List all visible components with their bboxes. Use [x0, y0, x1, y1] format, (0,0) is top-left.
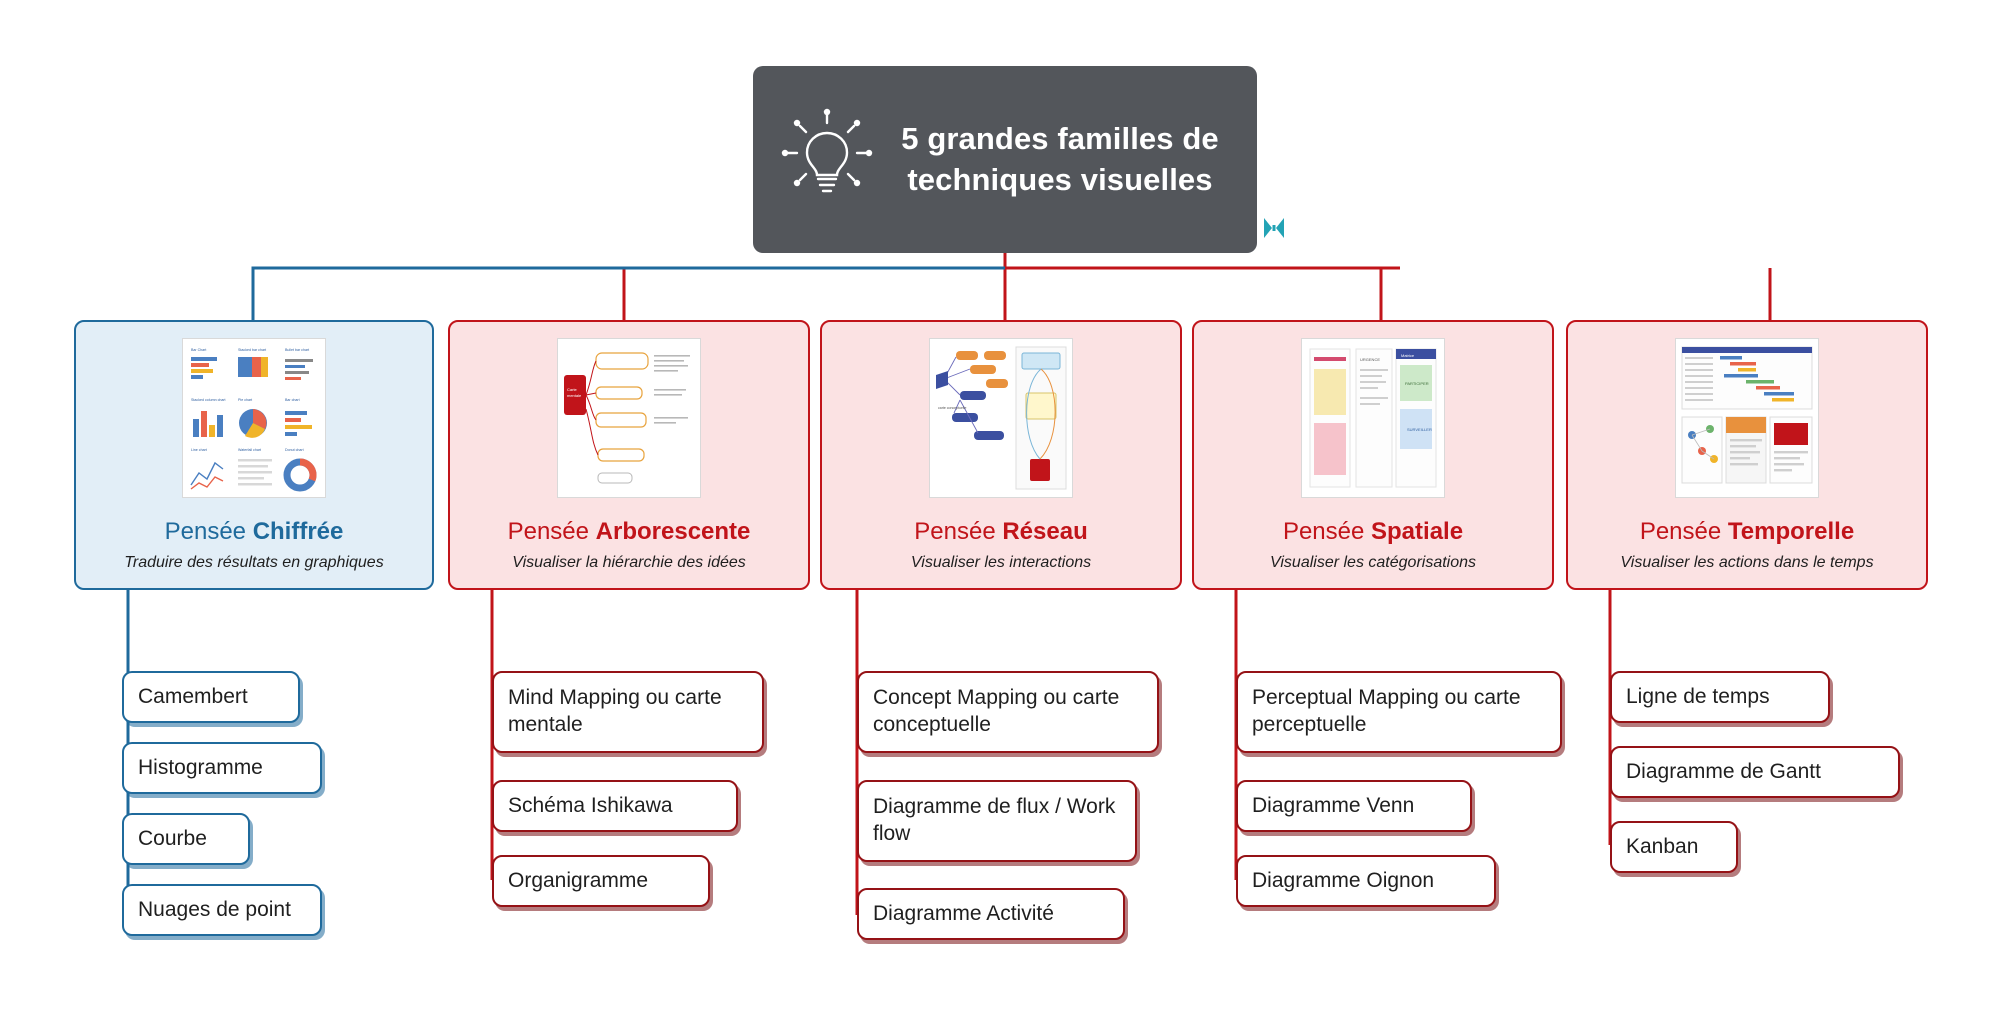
svg-text:URGENCE: URGENCE: [1360, 357, 1381, 362]
leaf-diagramme-oignon[interactable]: [1236, 855, 1496, 907]
leaf-concept-mapping[interactable]: [857, 671, 1159, 753]
leaf-nuages-de-point[interactable]: [122, 884, 322, 936]
root-node[interactable]: [753, 66, 1257, 253]
family-card-arborescente[interactable]: [448, 320, 810, 590]
svg-text:Matrice: Matrice: [1401, 353, 1415, 358]
leaf-label: Diagramme de Gantt: [1626, 759, 1821, 783]
charts-grid-thumbnail: [182, 338, 326, 498]
leaf-label: Courbe: [138, 826, 207, 850]
svg-text:Carte: Carte: [567, 387, 577, 392]
svg-text:Line chart: Line chart: [191, 448, 207, 452]
leaf-label: Perceptual Mapping ou carte perceptuelle: [1252, 686, 1521, 736]
leaf-schema-ishikawa[interactable]: [492, 780, 738, 832]
family-subtitle-temporelle: Visualiser les actions dans le temps: [1620, 554, 1874, 571]
family-label-prefix: Pensée: [507, 518, 596, 545]
family-label-strong: Spatiale: [1371, 518, 1464, 545]
family-label-temporelle: [1568, 518, 1926, 546]
leaf-label: Organigramme: [508, 868, 649, 892]
mindmap-thumbnail: [557, 338, 701, 498]
svg-text:Pie chart: Pie chart: [238, 398, 253, 402]
leaf-kanban[interactable]: [1610, 821, 1738, 873]
leaf-mind-mapping[interactable]: [492, 671, 764, 753]
family-card-spatiale[interactable]: [1192, 320, 1554, 590]
svg-text:Bar chart: Bar chart: [285, 398, 300, 402]
svg-text:Stacked column chart: Stacked column chart: [191, 398, 226, 402]
family-label-strong: Arborescente: [595, 518, 751, 545]
leaf-label: Diagramme Activité: [873, 901, 1054, 925]
svg-text:Waterfall chart: Waterfall chart: [238, 448, 262, 452]
leaf-label: Diagramme de flux / Work flow: [873, 795, 1116, 845]
leaf-camembert[interactable]: [122, 671, 300, 723]
svg-text:Bullet bar chart: Bullet bar chart: [285, 348, 310, 352]
leaf-label: Schéma Ishikawa: [508, 793, 673, 817]
leaf-perceptual-mapping[interactable]: [1236, 671, 1562, 753]
leaf-organigramme[interactable]: [492, 855, 710, 907]
leaf-label: Mind Mapping ou carte mentale: [508, 686, 722, 736]
family-card-reseau[interactable]: [820, 320, 1182, 590]
leaf-label: Histogramme: [138, 755, 263, 779]
leaf-label: Kanban: [1626, 834, 1699, 858]
leaf-histogramme[interactable]: [122, 742, 322, 794]
svg-text:mentale: mentale: [567, 393, 582, 398]
family-subtitle-reseau: Visualiser les interactions: [910, 554, 1092, 571]
leaf-diagramme-venn[interactable]: [1236, 780, 1472, 832]
svg-text:Bar Chart: Bar Chart: [191, 348, 207, 352]
family-label-reseau: [822, 518, 1180, 546]
family-label-prefix: Pensée: [1639, 518, 1728, 545]
family-label-prefix: Pensée: [164, 518, 253, 545]
family-subtitle-chiffree: Traduire des résultats en graphiques: [124, 554, 384, 571]
svg-text:Donut chart: Donut chart: [285, 448, 304, 452]
family-label-spatiale: [1194, 518, 1552, 546]
family-label-prefix: Pensée: [914, 518, 1003, 545]
root-title: 5 grandes familles de techniques visuelles: [901, 121, 1219, 197]
leaf-diagramme-de-gantt[interactable]: [1610, 746, 1900, 798]
network-diagram-thumbnail: [929, 338, 1073, 498]
svg-text:SURVEILLER: SURVEILLER: [1407, 427, 1432, 432]
family-subtitle-spatiale: Visualiser les catégorisations: [1269, 554, 1477, 571]
family-subtitle-arborescente: Visualiser la hiérarchie des idées: [512, 554, 746, 571]
leaf-diagramme-de-flux[interactable]: [857, 780, 1137, 862]
leaf-label: Nuages de point: [138, 897, 291, 921]
leaf-label: Ligne de temps: [1626, 684, 1770, 708]
leaf-courbe[interactable]: [122, 813, 250, 865]
family-card-chiffree[interactable]: [74, 320, 434, 590]
family-label-chiffree: [76, 518, 432, 546]
leaf-label: Camembert: [138, 684, 248, 708]
svg-text:PARTICIPER: PARTICIPER: [1405, 381, 1429, 386]
leaf-diagramme-activite[interactable]: [857, 888, 1125, 940]
lightbulb-idea-icon: [779, 105, 875, 215]
kanban-board-thumbnail: [1301, 338, 1445, 498]
svg-text:carte conceptuelle: carte conceptuelle: [938, 406, 967, 410]
leaf-label: Concept Mapping ou carte conceptuelle: [873, 686, 1120, 736]
leaf-label: Diagramme Oignon: [1252, 868, 1435, 892]
leaf-label: Diagramme Venn: [1252, 793, 1415, 817]
family-label-strong: Temporelle: [1727, 518, 1855, 545]
mindmap-logo-icon: [1261, 215, 1287, 241]
leaf-ligne-de-temps[interactable]: [1610, 671, 1830, 723]
gantt-chart-thumbnail: [1675, 338, 1819, 498]
family-label-arborescente: [450, 518, 808, 546]
family-label-strong: Réseau: [1002, 518, 1088, 545]
svg-text:Stacked bar chart: Stacked bar chart: [238, 348, 267, 352]
family-card-temporelle[interactable]: [1566, 320, 1928, 590]
family-label-strong: Chiffrée: [252, 518, 344, 545]
family-label-prefix: Pensée: [1282, 518, 1372, 545]
